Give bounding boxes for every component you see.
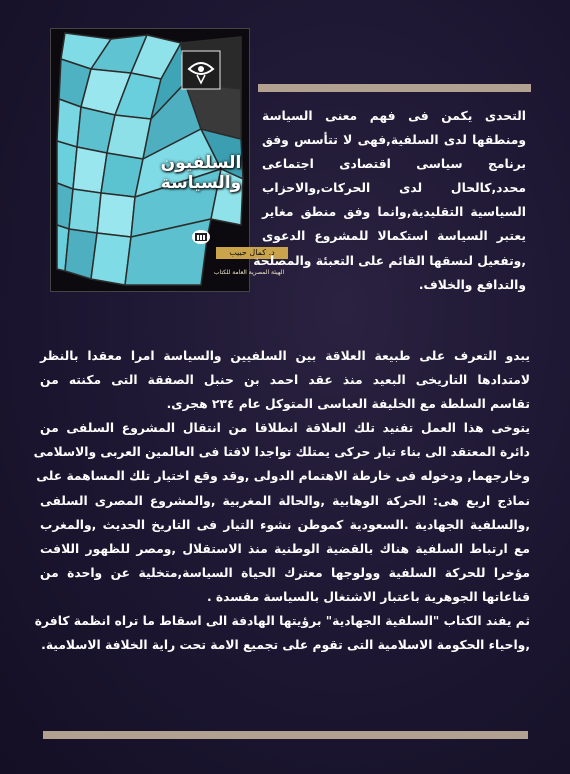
text-line: برنامج سياسى اقتصادى اجتماعى: [262, 157, 526, 172]
publisher-emblem: [192, 230, 210, 244]
text-line: لامتدادها التاريخى البعيد منذ عقد احمد بن حنبل الصفقة التى مكنته من: [40, 373, 530, 388]
text-line: مع ارتباط السلفية هناك بالقضية الوطنية منذ الاستقلال ,ومصر للظهور اللافت: [40, 541, 530, 556]
text-line: يعتبر السياسة استكمالا للمشروع الدعوى: [262, 229, 526, 244]
book-cover-thumbnail: [50, 28, 285, 292]
text-line: مؤخرا للحركة السلفية وولوجها معترك الحياة السياسة,متخلية عن واحدة من: [40, 565, 530, 580]
text-line: والتدافع والخلاف.: [418, 277, 526, 292]
text-line: محدد,كالحال لدى الحركات,والاحزاب: [262, 181, 526, 196]
text-line: ومنطقها لدى السلفية,فهى لا تتأسس وفق: [262, 133, 526, 148]
text-line: السياسية التقليدية,وانما وفق منطق مغاير: [262, 205, 526, 220]
text-line: ,وتفعيل لنسقها القائم على التعبئة والمصلحة: [253, 253, 526, 268]
book-cover-author: د. كمال حبيب: [216, 247, 288, 259]
summary-paragraph-1: [253, 104, 526, 297]
text-line: دائرة المعتقد الى بناء تيار حركى يمتلك تواجدا لافتا فى العالمين العربى والاسلامى: [33, 445, 530, 460]
summary-paragraph-2: [33, 344, 530, 657]
decorative-bar-bottom: [43, 731, 528, 739]
text-line: نماذج اربع هى: الحركة الوهابية ,والحالة المغربية ,والمشروع المصرى السلفى: [40, 493, 530, 508]
text-line: يتوخى هذا العمل تفنيد تلك العلاقة انطلاقا من انتقال المشروع السلفى من: [40, 421, 530, 436]
text-line: قناعاتها الجوهرية باعتبار الاشتغال بالسياسة مفسدة .: [206, 589, 530, 604]
text-line: وخارجهما, ودخوله فى خارطة الاهتمام الدولى ,وقد وقع اختيار تلك المساهمة على: [36, 469, 530, 484]
publisher-logo: [182, 51, 220, 89]
text-line: ,والسلفية الجهادية .السعودية كموطن نشوء التيار فى التاريخ الحديث ,والمغرب: [40, 517, 530, 532]
book-cover-title: السلفيون والسياسة: [160, 153, 242, 193]
text-line: يبدو التعرف على طبيعة العلاقة بين السلفيين والسياسة امرا معقدا بالنظر: [40, 349, 530, 363]
text-line: ,واحياء الحكومة الاسلامية التى تقوم على تجميع الامة تحت راية الخلافة الاسلامية.: [41, 638, 530, 653]
text-line: ثم يفند الكتاب "السلفية الجهادية" برؤيتها الهادفة الى اسقاط ما تراه انظمة كافرة: [34, 614, 530, 629]
text-line: التحدى يكمن فى فهم معنى السياسة: [262, 109, 526, 123]
text-line: تقاسم السلطة مع الخليفة العباسى المتوكل عام ٢٣٤ هجرى.: [166, 397, 530, 412]
book-cover-publisher: الهيئة المصرية العامة للكتاب: [213, 269, 285, 276]
decorative-bar-top: [258, 84, 531, 92]
